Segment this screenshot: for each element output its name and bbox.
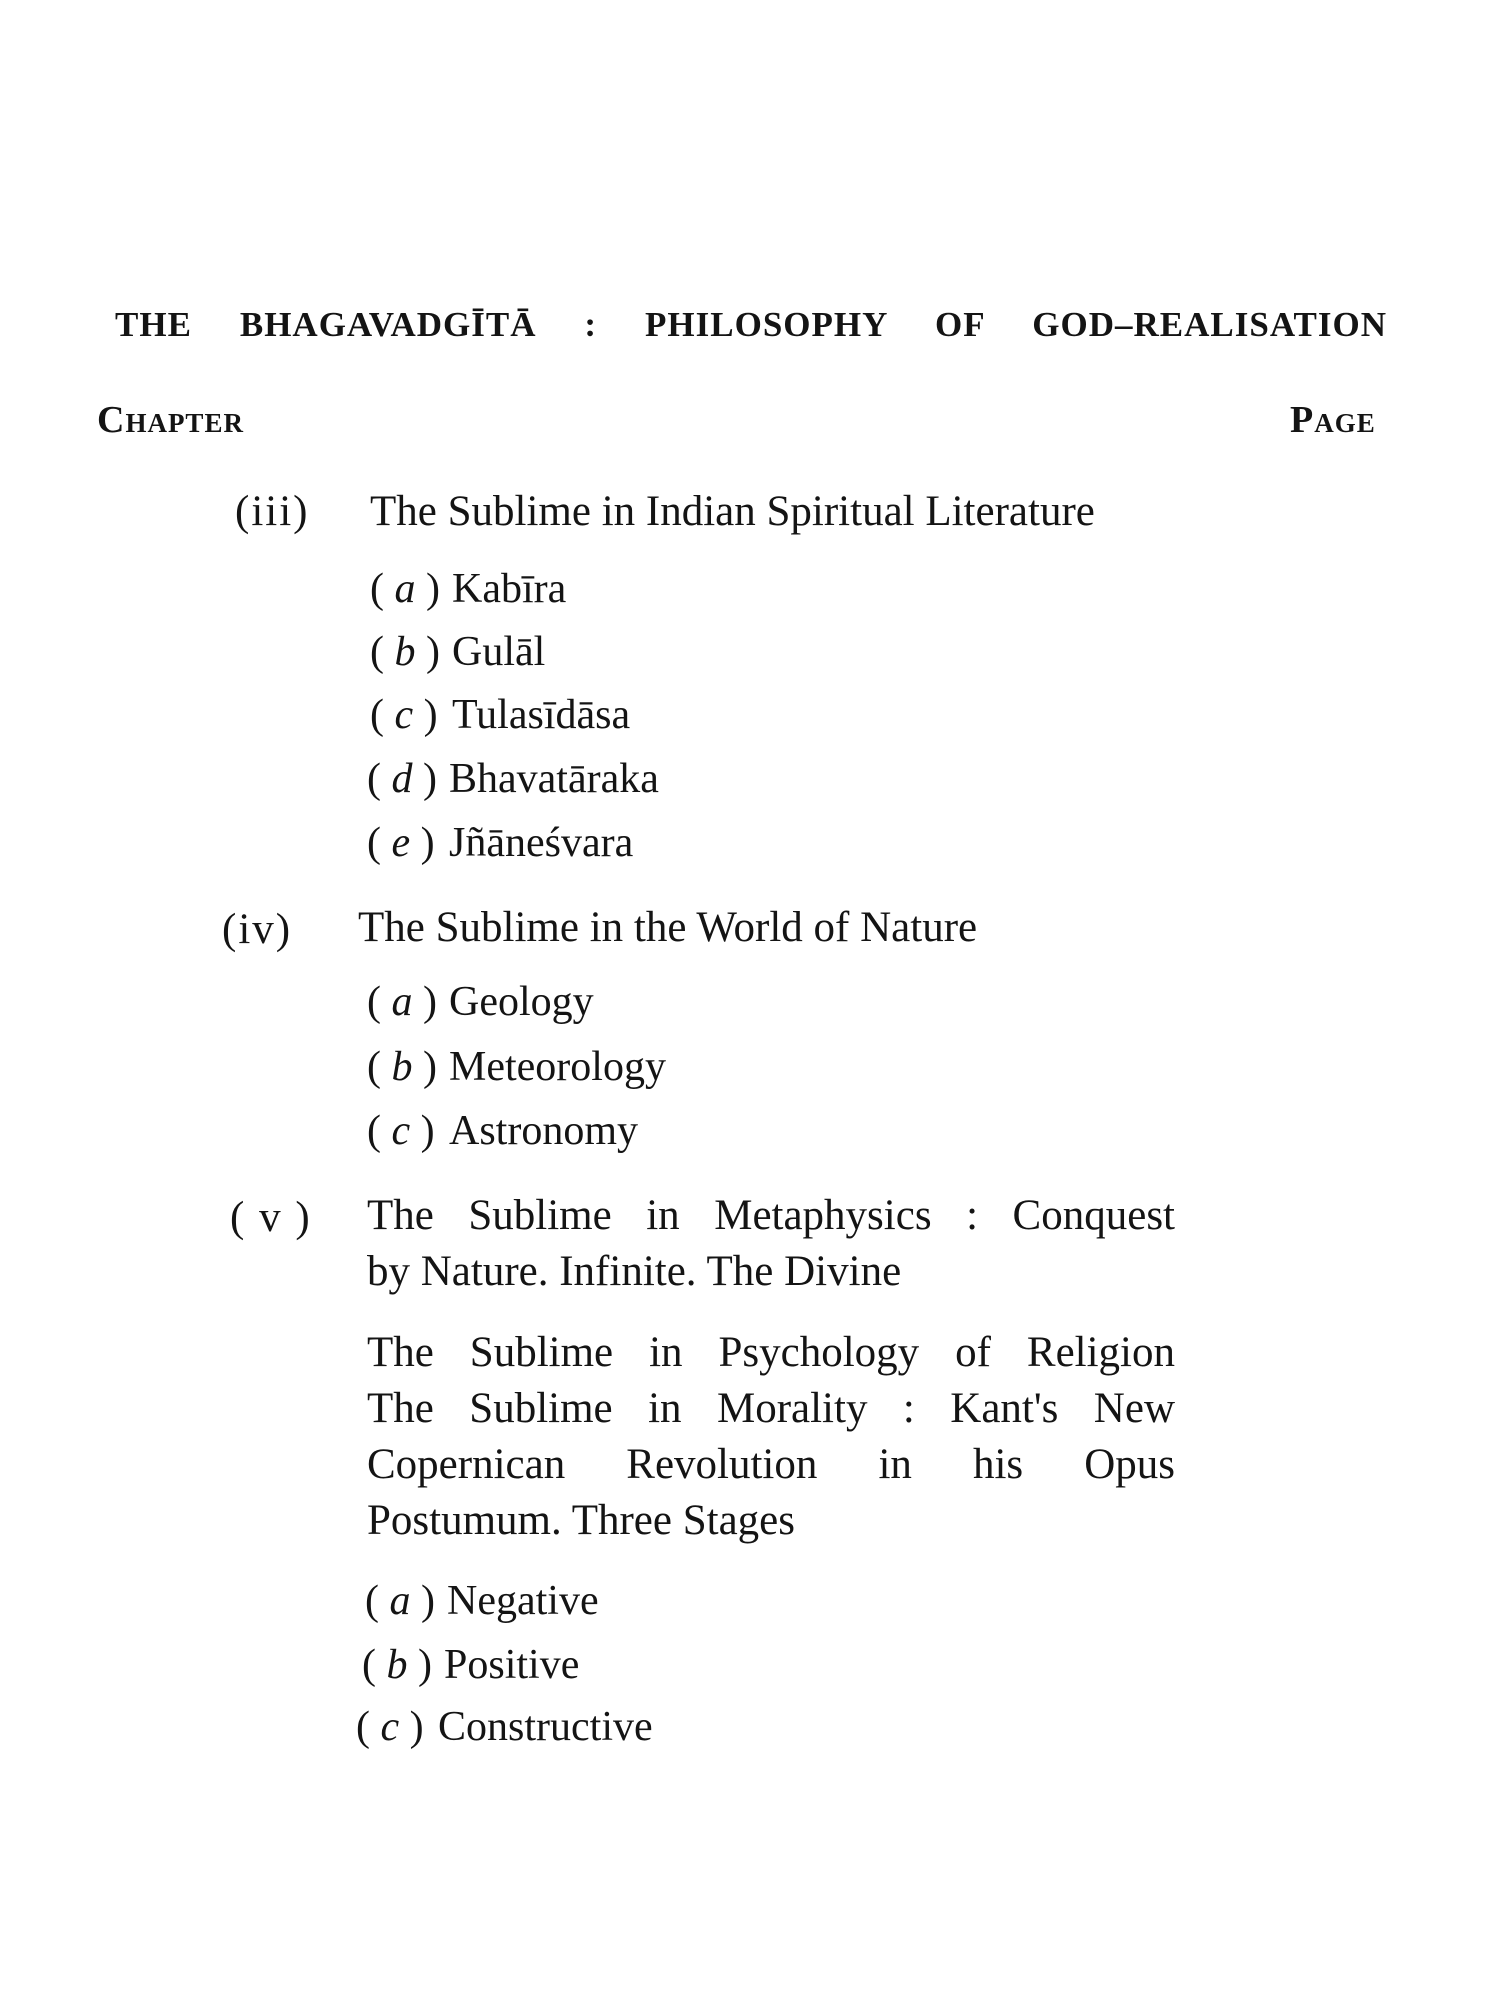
- item-label: b: [386, 1642, 408, 1688]
- page-column-label: Page: [1290, 399, 1376, 441]
- item-text: Kabīra: [452, 566, 567, 612]
- item-text: Tulasīdāsa: [452, 692, 631, 738]
- toc-item: ( b ) Meteorology: [367, 1044, 666, 1090]
- item-text: Negative: [447, 1578, 599, 1624]
- toc-item: ( c ) Constructive: [356, 1704, 653, 1750]
- paragraph-line: Postumum. Three Stages: [367, 1497, 795, 1544]
- toc-item: ( a ) Negative: [365, 1578, 599, 1624]
- item-label: a: [394, 566, 416, 612]
- paragraph-line: The Sublime in Psychology of Religion: [367, 1329, 1175, 1376]
- section-title: The Sublime in the World of Nature: [358, 904, 978, 951]
- item-label: d: [391, 756, 413, 802]
- toc-item: ( c ) Tulasīdāsa: [370, 692, 631, 738]
- section-numeral: (iii): [235, 488, 310, 535]
- section-title-line: by Nature. Infinite. The Divine: [367, 1248, 902, 1295]
- item-label: e: [391, 820, 411, 866]
- section-numeral: ( v ): [230, 1194, 312, 1241]
- section-numeral: (iv): [222, 906, 293, 953]
- item-text: Bhavatāraka: [449, 756, 659, 802]
- item-label: b: [391, 1044, 413, 1090]
- section-title-line: The Sublime in Metaphysics : Conquest: [367, 1192, 1175, 1239]
- section-title: The Sublime in Indian Spiritual Literature: [370, 488, 1095, 535]
- item-label: b: [394, 629, 416, 675]
- section-title: [367, 1188, 1175, 1300]
- toc-item: ( a ) Geology: [367, 979, 594, 1025]
- item-label: c: [391, 1108, 411, 1154]
- item-text: Positive: [444, 1642, 580, 1688]
- paragraph-line: Copernican Revolution in his Opus: [367, 1441, 1175, 1488]
- item-text: Jñāneśvara: [449, 820, 634, 866]
- item-label: c: [394, 692, 414, 738]
- chapter-column-label: Chapter: [97, 399, 244, 441]
- item-text: Meteorology: [449, 1044, 666, 1090]
- item-text: Constructive: [438, 1704, 653, 1750]
- paragraph-line: The Sublime in Morality : Kant's New: [367, 1385, 1175, 1432]
- toc-item: ( d ) Bhavatāraka: [367, 756, 659, 802]
- item-label: c: [380, 1704, 400, 1750]
- item-text: Geology: [449, 979, 594, 1025]
- section-paragraph: [367, 1325, 1175, 1549]
- item-text: Astronomy: [449, 1108, 638, 1154]
- item-label: a: [389, 1578, 411, 1624]
- toc-item: ( b ) Positive: [362, 1642, 580, 1688]
- item-text: Gulāl: [452, 629, 546, 675]
- running-title: THE BHAGAVADGĪTĀ : PHILOSOPHY OF GOD–REALISATION: [115, 305, 1387, 344]
- toc-item: ( a ) Kabīra: [370, 566, 567, 612]
- item-label: a: [391, 979, 413, 1025]
- toc-item: ( b ) Gulāl: [370, 629, 546, 675]
- toc-item: ( c ) Astronomy: [367, 1108, 638, 1154]
- toc-item: ( e ) Jñāneśvara: [367, 820, 634, 866]
